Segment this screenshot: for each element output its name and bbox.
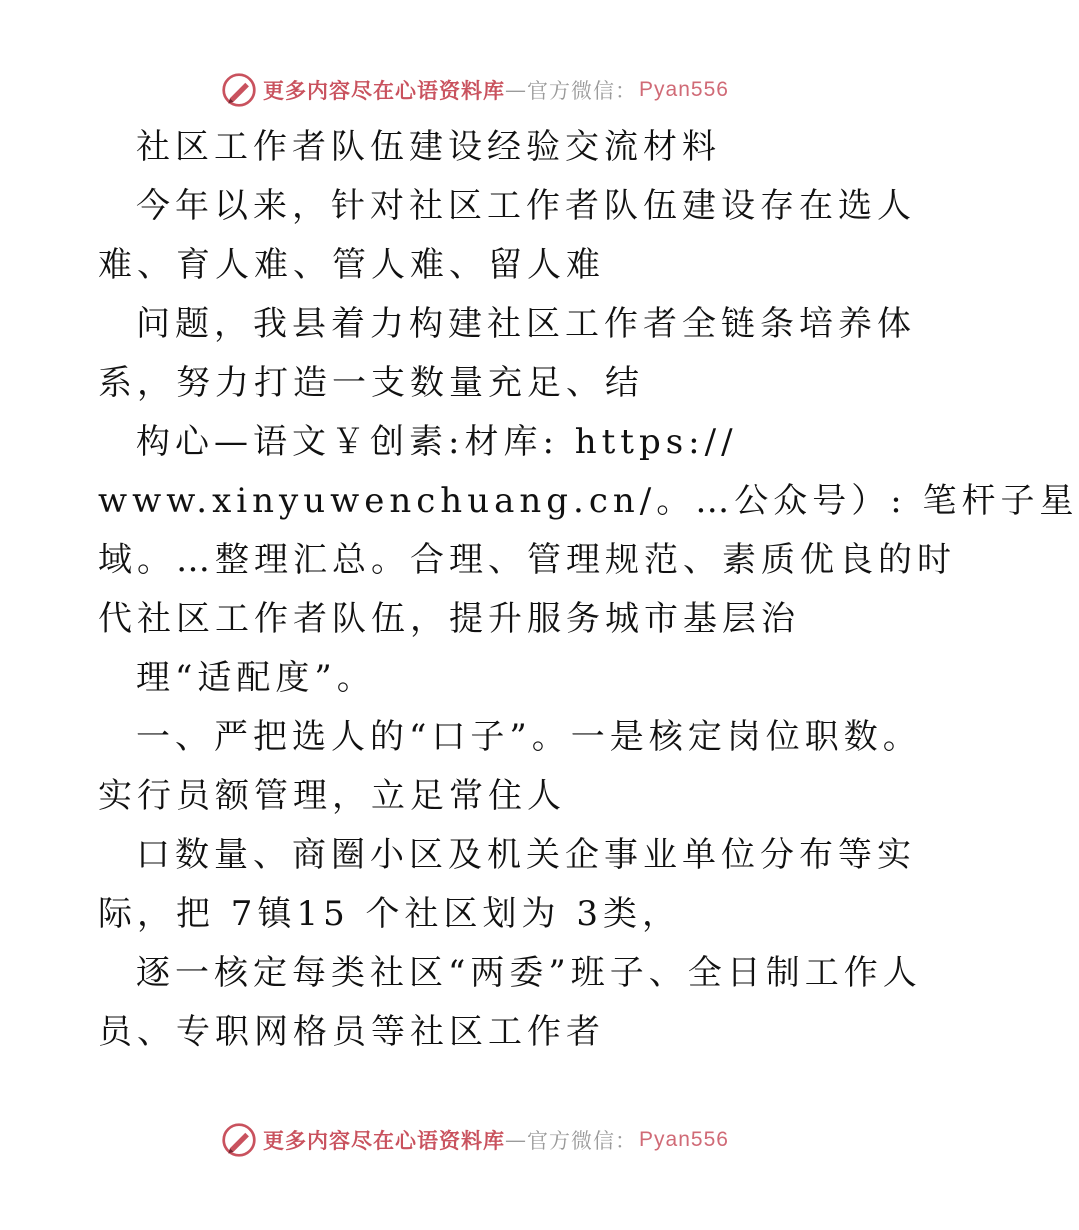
paragraph-line: 代社区工作者队伍，提升服务城市基层治 [98,599,800,639]
banner-dash: — [505,78,528,102]
paragraph-line: 构心—语文￥创素:材库: https:// [136,422,738,462]
paragraph-line: 口数量、商圈小区及机关企事业单位分布等实 [136,835,916,875]
paragraph-line: 今年以来，针对社区工作者队伍建设存在选人 [136,186,916,226]
pen-logo-icon [221,1122,257,1158]
section-heading-line: 一、严把选人的“口子”。一是核定岗位职数。 [136,717,922,757]
paragraph-line: 实行员额管理，立足常住人 [98,776,566,816]
banner-sub-text: 官方微信： [527,1129,638,1153]
banner-wechat-id: Pyan556 [639,1128,729,1151]
paragraph-line: 逐一核定每类社区“两委”班子、全日制工作人 [136,953,922,993]
pen-logo-icon [221,72,257,108]
document-title: 社区工作者队伍建设经验交流材料 [136,127,721,167]
paragraph-line: 难、育人难、管人难、留人难 [98,245,605,285]
paragraph-line: 域。…整理汇总。合理、管理规范、素质优良的时 [98,540,956,580]
header-banner [0,70,950,110]
banner-dash: — [505,1128,528,1152]
banner-main-text: 更多内容尽在心语资料库 [263,1128,506,1153]
paragraph-line: 际，把 7镇15 个社区划为 3类， [98,894,681,934]
banner-main-text: 更多内容尽在心语资料库 [263,78,506,103]
banner-sub-text: 官方微信： [527,79,638,103]
footer-banner [0,1120,950,1160]
paragraph-line: 问题，我县着力构建社区工作者全链条培养体 [136,304,916,344]
document-body [98,118,1079,1062]
paragraph-line: 系，努力打造一支数量充足、结 [98,363,644,403]
banner-wechat-id: Pyan556 [639,78,729,101]
paragraph-line: 员、专职网格员等社区工作者 [98,1012,605,1052]
paragraph-line: 理“适配度”。 [136,658,376,698]
paragraph-line: www.xinyuwenchuang.cn/。…公众号）: 笔杆子星 [98,481,1079,521]
